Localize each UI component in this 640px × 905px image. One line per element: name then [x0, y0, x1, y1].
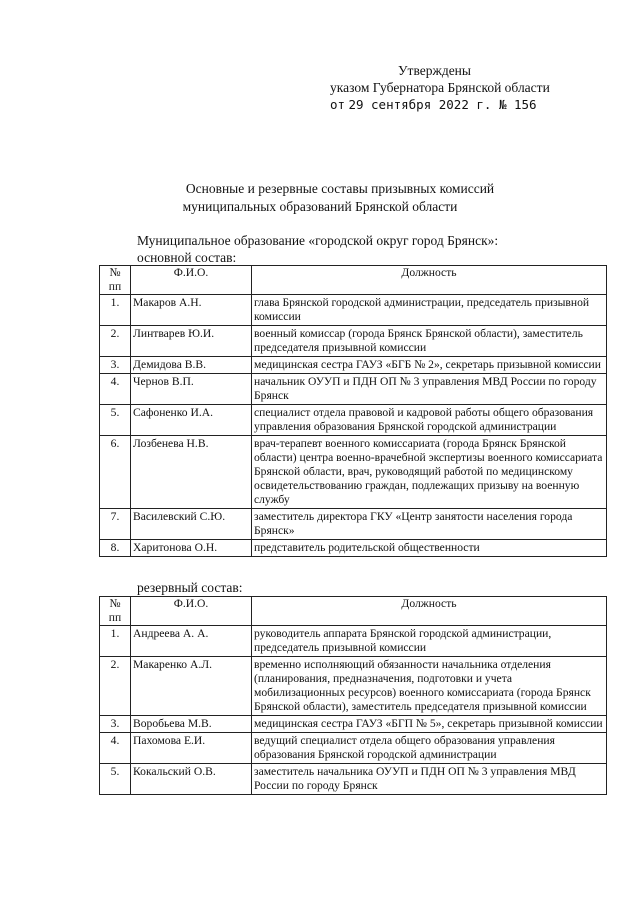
table-row — [100, 357, 607, 374]
document-title — [0, 180, 640, 216]
row-name: Василевский С.Ю. — [131, 509, 252, 540]
header-name: Ф.И.О. — [131, 266, 252, 295]
table-row — [100, 326, 607, 357]
row-name: Линтварев Ю.И. — [131, 326, 252, 357]
row-position: военный комиссар (города Брянск Брянской области), заместитель председателя призывной комиссии — [252, 326, 607, 357]
table-row — [100, 295, 607, 326]
approval-line-3 — [330, 96, 550, 113]
row-position: глава Брянской городской администрации, председатель призывной комиссии — [252, 295, 607, 326]
table-row — [100, 540, 607, 557]
row-number: 5. — [100, 764, 131, 795]
row-position: временно исполняющий обязанности начальника отделения (планирования, предназначения, подготовки и учета мобилизационных ресурсов) военного комиссариата (города Брянск Брянской области), заместитель председателя призывной комиссии — [252, 657, 607, 716]
row-name: Макаров А.Н. — [131, 295, 252, 326]
row-position: руководитель аппарата Брянской городской администрации, председатель призывной комиссии — [252, 626, 607, 657]
header-num: № пп — [100, 266, 131, 295]
header-name: Ф.И.О. — [131, 597, 252, 626]
row-name: Харитонова О.Н. — [131, 540, 252, 557]
row-name: Демидова В.В. — [131, 357, 252, 374]
row-number: 5. — [100, 405, 131, 436]
approval-block — [330, 62, 550, 113]
row-number: 2. — [100, 657, 131, 716]
table-row — [100, 657, 607, 716]
row-position: врач-терапевт военного комиссариата (города Брянск Брянской области) центра военно-врачебной экспертизы военного комиссариата Брянской области, врач, руководящий работой по медицинскому освидетельствованию граждан, подлежащих призыву на военную службу — [252, 436, 607, 509]
main-composition-label: основной состав: — [137, 250, 237, 265]
row-name: Воробьева М.В. — [131, 716, 252, 733]
row-position: медицинская сестра ГАУЗ «БГБ № 2», секретарь призывной комиссии — [252, 357, 607, 374]
reserve-composition-label: резервный состав: — [137, 580, 243, 595]
row-position: заместитель начальника ОУУП и ПДН ОП № 3 управления МВД России по городу Брянск — [252, 764, 607, 795]
title-line-2: муниципальных образований Брянской области — [182, 199, 458, 214]
table-header-row — [100, 597, 607, 626]
row-number: 3. — [100, 716, 131, 733]
table-row — [100, 374, 607, 405]
header-position: Должность — [252, 597, 607, 626]
table-row — [100, 716, 607, 733]
approval-prefix: от — [330, 97, 346, 112]
row-number: 4. — [100, 374, 131, 405]
row-position: специалист отдела правовой и кадровой работы общего образования управления образования Брянской городской администрации — [252, 405, 607, 436]
row-number: 1. — [100, 626, 131, 657]
municipality-heading: Муниципальное образование «городской округ город Брянск»: — [137, 233, 499, 248]
row-position: медицинская сестра ГАУЗ «БГП № 5», секретарь призывной комиссии — [252, 716, 607, 733]
header-num: № пп — [100, 597, 131, 626]
title-line-1: Основные и резервные составы призывных комиссий — [185, 181, 495, 196]
approval-date: 29 сентября 2022 г. № 156 — [348, 97, 537, 112]
row-number: 7. — [100, 509, 131, 540]
row-name: Андреева А. А. — [131, 626, 252, 657]
row-number: 3. — [100, 357, 131, 374]
row-name: Кокальский О.В. — [131, 764, 252, 795]
reserve-composition-table — [99, 596, 607, 795]
table-row — [100, 509, 607, 540]
row-number: 2. — [100, 326, 131, 357]
header-position: Должность — [252, 266, 607, 295]
main-composition-table — [99, 265, 607, 557]
row-position: ведущий специалист отдела общего образования управления образования Брянской городской администрации — [252, 733, 607, 764]
row-number: 8. — [100, 540, 131, 557]
row-name: Лозбенева Н.В. — [131, 436, 252, 509]
row-position: начальник ОУУП и ПДН ОП № 3 управления МВД России по городу Брянск — [252, 374, 607, 405]
table-row — [100, 436, 607, 509]
approval-line-1: Утверждены — [398, 63, 471, 78]
row-number: 6. — [100, 436, 131, 509]
table-row — [100, 733, 607, 764]
row-name: Чернов В.П. — [131, 374, 252, 405]
table-row — [100, 626, 607, 657]
table-row — [100, 764, 607, 795]
table-row — [100, 405, 607, 436]
row-number: 1. — [100, 295, 131, 326]
row-name: Сафоненко И.А. — [131, 405, 252, 436]
approval-line-2: указом Губернатора Брянской области — [330, 80, 550, 95]
row-position: заместитель директора ГКУ «Центр занятости населения города Брянск» — [252, 509, 607, 540]
row-number: 4. — [100, 733, 131, 764]
row-name: Макаренко А.Л. — [131, 657, 252, 716]
table-header-row — [100, 266, 607, 295]
row-position: представитель родительской общественности — [252, 540, 607, 557]
row-name: Пахомова Е.И. — [131, 733, 252, 764]
